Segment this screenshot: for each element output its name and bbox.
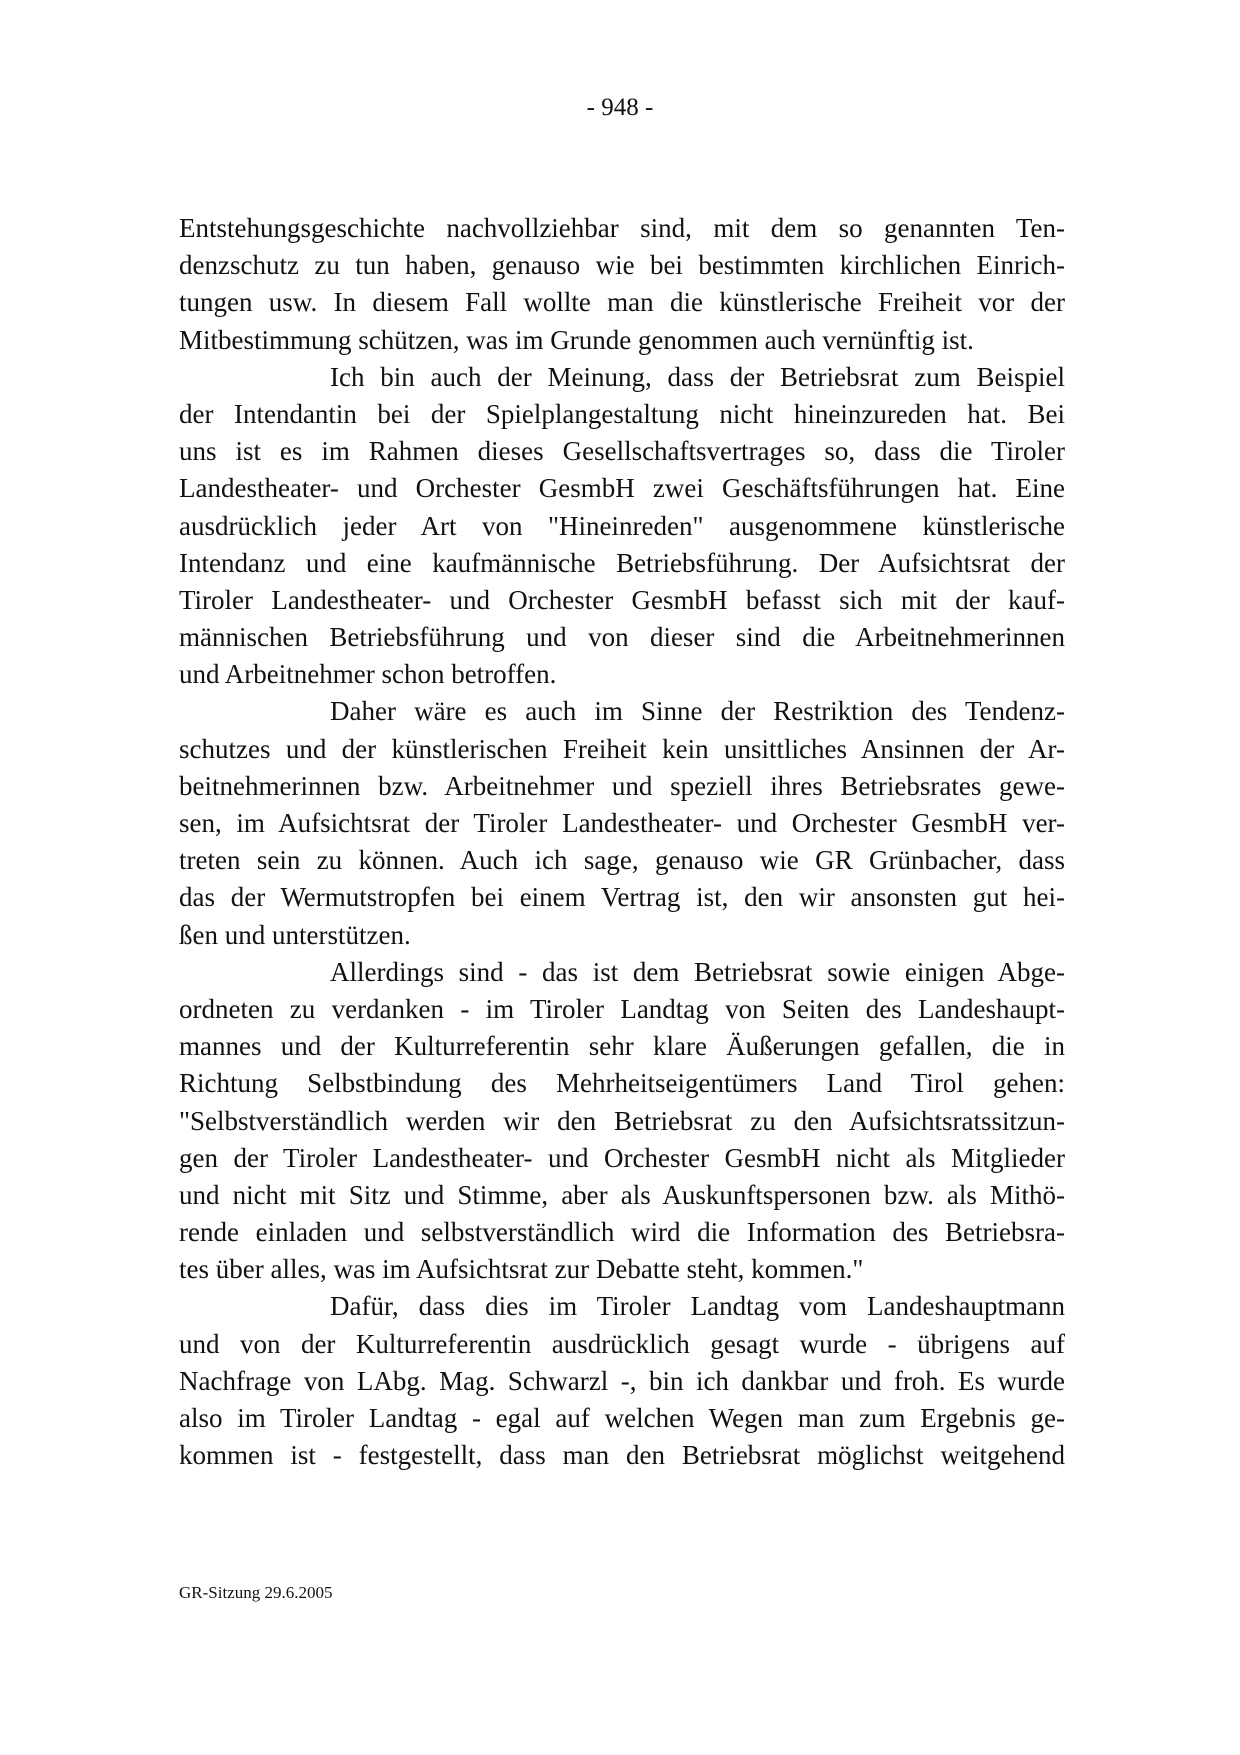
- text-line: und von der Kulturreferentin ausdrücklich gesagt wurde - übrigens auf: [179, 1328, 1065, 1359]
- paragraph-first-line: Dafür, dass dies im Tiroler Landtag vom Landeshauptmann: [330, 1291, 1065, 1322]
- text-line: Nachfrage von LAbg. Mag. Schwarzl -, bin ich dankbar und froh. Es wurde: [179, 1365, 1065, 1396]
- text-line: Intendanz und eine kaufmännische Betriebsführung. Der Aufsichtsrat der: [179, 547, 1065, 578]
- text-line: "Selbstverständlich werden wir den Betriebsrat zu den Aufsichtsratssitzun-: [179, 1105, 1065, 1136]
- text-line: rende einladen und selbstverständlich wird die Information des Betriebsra-: [179, 1217, 1065, 1248]
- text-line: denzschutz zu tun haben, genauso wie bei bestimmten kirchlichen Einrich-: [179, 250, 1065, 281]
- text-line: Tiroler Landestheater- und Orchester GesmbH befasst sich mit der kauf-: [179, 584, 1065, 615]
- text-line: das der Wermutstropfen bei einem Vertrag ist, den wir ansonsten gut hei-: [179, 882, 1065, 913]
- text-line: der Intendantin bei der Spielplangestaltung nicht hineinzureden hat. Bei: [179, 398, 1065, 429]
- text-line: treten sein zu können. Auch ich sage, genauso wie GR Grünbacher, dass: [179, 845, 1065, 876]
- text-line: und nicht mit Sitz und Stimme, aber als Auskunftspersonen bzw. als Mithö-: [179, 1179, 1065, 1210]
- text-line: tes über alles, was im Aufsichtsrat zur Debatte steht, kommen.": [179, 1254, 864, 1285]
- text-line: sen, im Aufsichtsrat der Tiroler Landestheater- und Orchester GesmbH ver-: [179, 808, 1065, 838]
- text-line: also im Tiroler Landtag - egal auf welchen Wegen man zum Ergebnis ge-: [179, 1403, 1065, 1433]
- text-line: Mitbestimmung schützen, was im Grunde genommen auch vernünftig ist.: [179, 324, 974, 355]
- text-line: kommen ist - festgestellt, dass man den Betriebsrat möglichst weitgehend: [179, 1440, 1065, 1471]
- text-line: beitnehmerinnen bzw. Arbeitnehmer und speziell ihres Betriebsrates gewe-: [179, 770, 1065, 801]
- body-text: [179, 210, 1065, 1474]
- text-line: schutzes und der künstlerischen Freiheit kein unsittliches Ansinnen der Ar-: [179, 733, 1065, 764]
- text-line: uns ist es im Rahmen dieses Gesellschaftsvertrages so, dass die Tiroler: [179, 436, 1065, 467]
- text-line: Landestheater- und Orchester GesmbH zwei Geschäftsführungen hat. Eine: [179, 473, 1065, 504]
- text-line: und Arbeitnehmer schon betroffen.: [179, 659, 557, 690]
- paragraph-first-line: Allerdings sind - das ist dem Betriebsrat sowie einigen Abge-: [330, 956, 1065, 987]
- text-line: männischen Betriebsführung und von dieser sind die Arbeitnehmerinnen: [179, 622, 1065, 653]
- text-line: Entstehungsgeschichte nachvollziehbar sind, mit dem so genannten Ten-: [179, 213, 1065, 243]
- text-line: ausdrücklich jeder Art von "Hineinreden" ausgenommene künstlerische: [179, 510, 1065, 541]
- paragraph-first-line: Daher wäre es auch im Sinne der Restriktion des Tendenz-: [330, 696, 1065, 727]
- text-line: ßen und unterstützen.: [179, 919, 411, 950]
- footer-session-date: GR-Sitzung 29.6.2005: [179, 1583, 333, 1602]
- text-line: gen der Tiroler Landestheater- und Orchester GesmbH nicht als Mitglieder: [179, 1142, 1065, 1173]
- text-line: Richtung Selbstbindung des Mehrheitseigentümers Land Tirol gehen:: [179, 1068, 1065, 1099]
- paragraph-first-line: Ich bin auch der Meinung, dass der Betriebsrat zum Beispiel: [330, 361, 1065, 392]
- page-number: - 948 -: [586, 94, 654, 121]
- text-line: mannes und der Kulturreferentin sehr klare Äußerungen gefallen, die in: [179, 1031, 1065, 1062]
- text-line: ordneten zu verdanken - im Tiroler Landtag von Seiten des Landeshaupt-: [179, 993, 1065, 1024]
- text-line: tungen usw. In diesem Fall wollte man die künstlerische Freiheit vor der: [179, 287, 1065, 318]
